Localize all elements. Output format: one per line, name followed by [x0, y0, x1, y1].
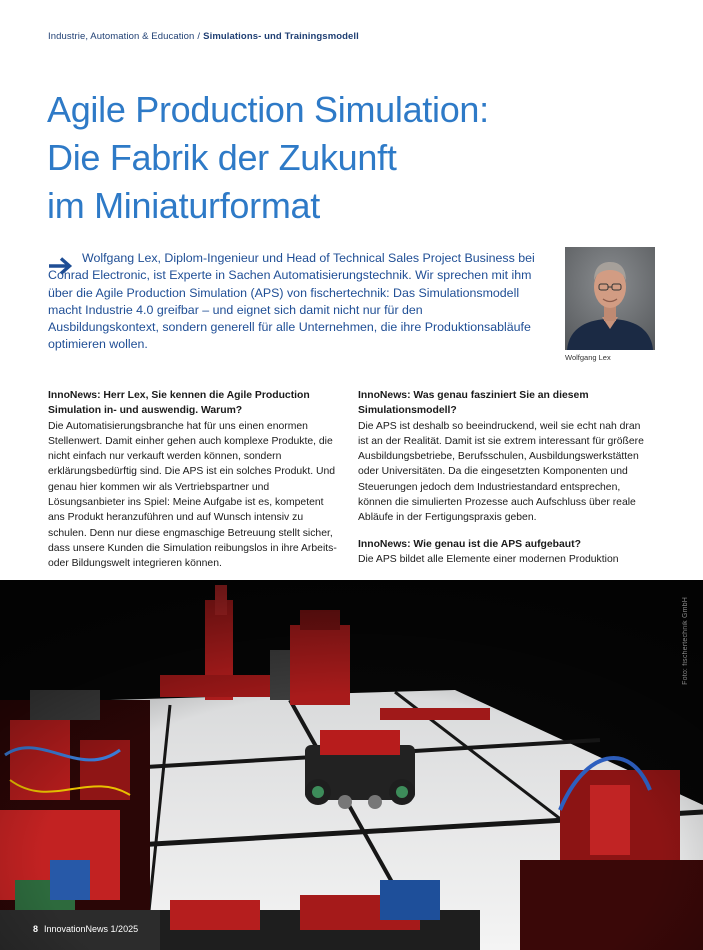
- interview-question: InnoNews: Herr Lex, Sie kennen die Agile Production Simulation in- und auswendig. Warum?: [48, 390, 310, 417]
- breadcrumb: [48, 31, 359, 42]
- factory-model-photo: [0, 580, 703, 950]
- interview-question: InnoNews: Wie genau ist die APS aufgebaut?: [358, 538, 581, 550]
- page-title: [47, 86, 667, 230]
- breadcrumb-section: Industrie, Automation & Education: [48, 31, 195, 42]
- interview-answer: Die APS bildet alle Elemente einer modernen Produktion: [358, 553, 619, 565]
- publication-name: InnovationNews 1/2025: [44, 924, 139, 934]
- interview-answer: Die APS ist deshalb so beeindruckend, weil sie echt nah dran ist an der Realität. Damit ist sie extrem interessant für größere Ausbildungsbetriebe, Berufsschulen, Ausbildungswerkstätten oder Universitäten. Da die eingesetzten Komponenten und Steuerungen jedoch dem Industriestandard entsprechen, können die simulierten Prozesse auch Aufschluss über reale Abläufe in der Fertigungspraxis geben.: [358, 420, 644, 524]
- photo-credit: Foto: fischertechnik GmbH: [682, 597, 689, 685]
- interview-answer: Die Automatisierungsbranche hat für uns einen enormen Stellenwert. Damit einher gehen auch komplexe Produkte, die nicht einfach nur verkauft werden können, sondern erklärungsbedürftig sind. Die APS ist ein solches Produkt. Und genau hier kommen wir als Vertriebspartner und Lösungsanbieter ins Spiel: Meine Aufgabe ist es, kompetent ans Produkt heranzuführen und auf Wunsch intensiv zu schulen. Denn nur diese engmaschige Betreuung stellt sicher, dass unsere Kunden die Simulation reibungslos in ihre Arbeits- oder Bildungswelt integrieren können.: [48, 420, 337, 570]
- article-column-left: [48, 388, 342, 572]
- page-footer: [33, 924, 138, 934]
- breadcrumb-current: Simulations- und Trainingsmodell: [203, 31, 359, 42]
- photo-caption: Wolfgang Lex: [565, 353, 611, 362]
- title-line-2: Die Fabrik der Zukunft: [47, 137, 397, 178]
- page-number: 8: [33, 924, 39, 934]
- breadcrumb-separator: /: [197, 31, 201, 42]
- portrait-photo: [565, 247, 655, 350]
- interview-question: InnoNews: Was genau fasziniert Sie an diesem Simulationsmodell?: [358, 390, 589, 417]
- title-line-3: im Miniaturformat: [47, 185, 320, 226]
- article-column-right: [358, 388, 652, 567]
- lead-paragraph: Wolfgang Lex, Diplom-Ingenieur und Head of Technical Sales Project Business bei Conrad Electronic, ist Experte in Sachen Automatisierungstechnik. Wir sprechen mit ihm über die Agile Production Simulation (APS) von fischertechnik: Das Simulationsmodell macht Industrie 4.0 greifbar – und eignet sich damit nicht nur für den Ausbildungskontext, sondern generell für alle Unternehmen, die ihre Produktionsabläufe optimieren wollen.: [48, 251, 535, 352]
- title-line-1: Agile Production Simulation:: [47, 89, 489, 130]
